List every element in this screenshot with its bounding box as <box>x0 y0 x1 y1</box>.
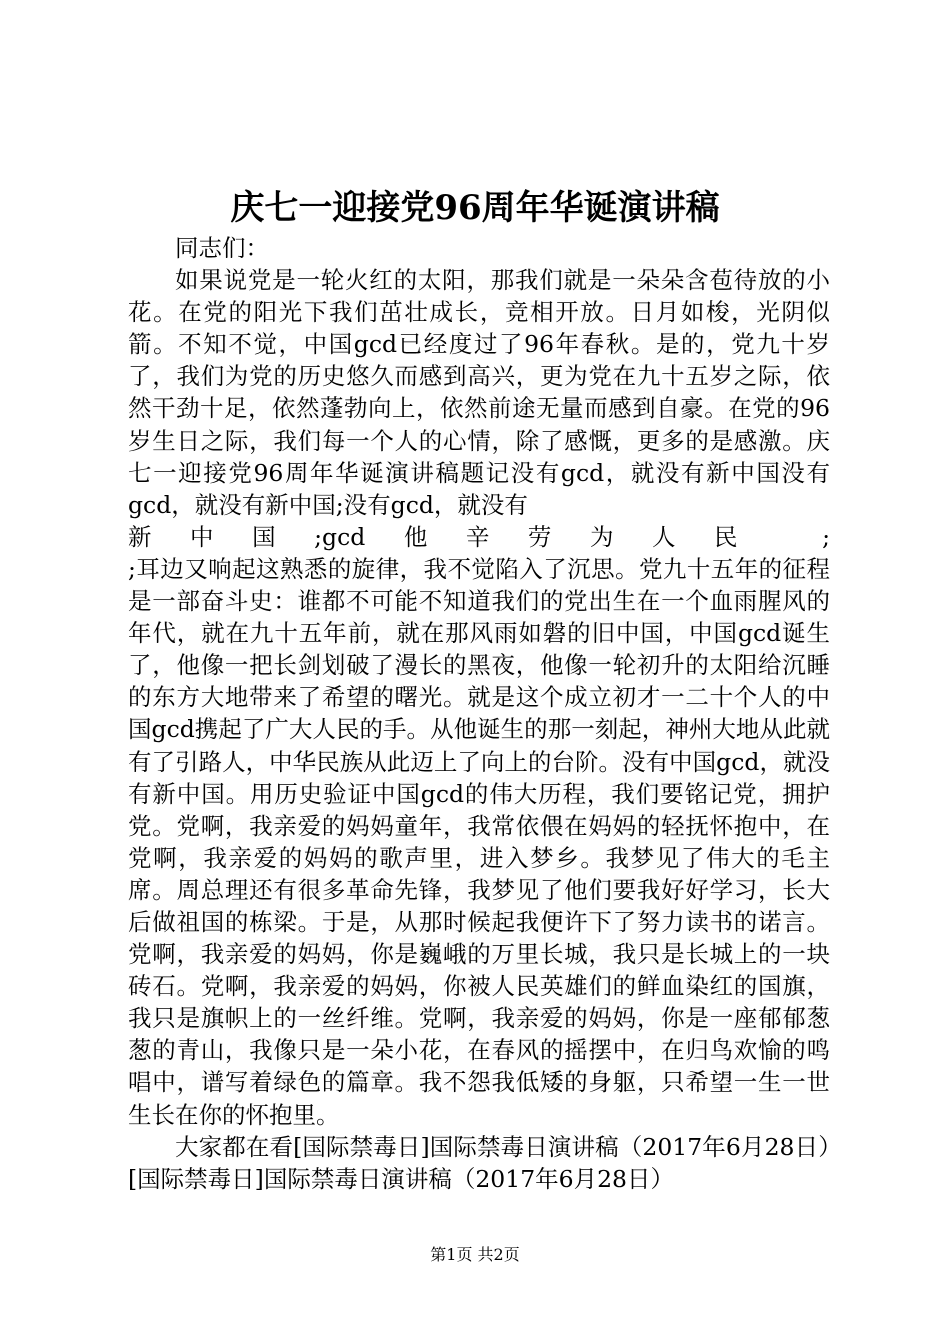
paragraph-2: 大家都在看[国际禁毒日]国际禁毒日演讲稿（2017年6月28日）[国际禁毒日]国际禁毒日演讲稿（2017年6月28日） <box>128 1132 830 1193</box>
salutation: 同志们： <box>175 234 269 262</box>
document-title: 庆七一迎接党96周年华诞演讲稿 <box>230 188 720 228</box>
paragraph-1-part-1: 如果说党是一轮火红的太阳，那我们就是一朵朵含苞待放的小花。在党的阳光下我们茁壮成长，竞相开放。日月如梭，光阴似箭。不知不觉，中国gcd已经度过了96年春秋。是的，党九十岁了，我们为党的历史悠久而感到高兴，更为党在九十五岁之际，依然干劲十足，依然蓬勃向上，依然前途无量而感到自豪。在党的96岁生日之际，我们每一个人的心情，除了感慨，更多的是感激。庆七一迎接党96周年华诞演讲稿题记没有gcd，就没有新中国没有gcd，就没有新中国;没有gcd，就没有 <box>128 266 830 519</box>
document-body <box>128 232 830 1195</box>
paragraph-1-gap-line: 新中国;gcd他辛劳为人民 ; <box>128 522 830 551</box>
paragraph-1-part-2: ;耳边又响起这熟悉的旋律，我不觉陷入了沉思。党九十五年的征程是一部奋斗史：谁都不可能不知道我们的党出生在一个血雨腥风的年代，就在九十五年前，就在那风雨如磐的旧中国，中国gcd诞生了，他像一把长剑划破了漫长的黑夜，他像一轮初升的太阳给沉睡的东方大地带来了希望的曙光。就是这个成立初才一二十个人的中国gcd携起了广大人民的手。从他诞生的那一刻起，神州大地从此就有了引路人，中华民族从此迈上了向上的台阶。没有中国gcd，就没有新中国。用历史验证中国gcd的伟大历程，我们要铭记党，拥护党。党啊，我亲爱的妈妈童年，我常依偎在妈妈的轻抚怀抱中，在党啊，我亲爱的妈妈的歌声里，进入梦乡。我梦见了伟大的毛主席。周总理还有很多革命先锋，我梦见了他们要我好好学习，长大后做祖国的栋梁。于是，从那时候起我便许下了努力读书的诺言。党啊，我亲爱的妈妈，你是巍峨的万里长城，我只是长城上的一块砖石。党啊，我亲爱的妈妈，你被人民英雄们的鲜血染红的国旗，我只是旗帜上的一丝纤维。党啊，我亲爱的妈妈，你是一座郁郁葱葱的青山，我像只是一朵小花，在春风的摇摆中，在归鸟欢愉的鸣唱中，谱写着绿色的篇章。我不怨我低矮的身躯，只希望一生一世生长在你的怀抱里。 <box>128 554 830 1129</box>
page-indicator: 第1页 共2页 <box>430 1245 520 1264</box>
